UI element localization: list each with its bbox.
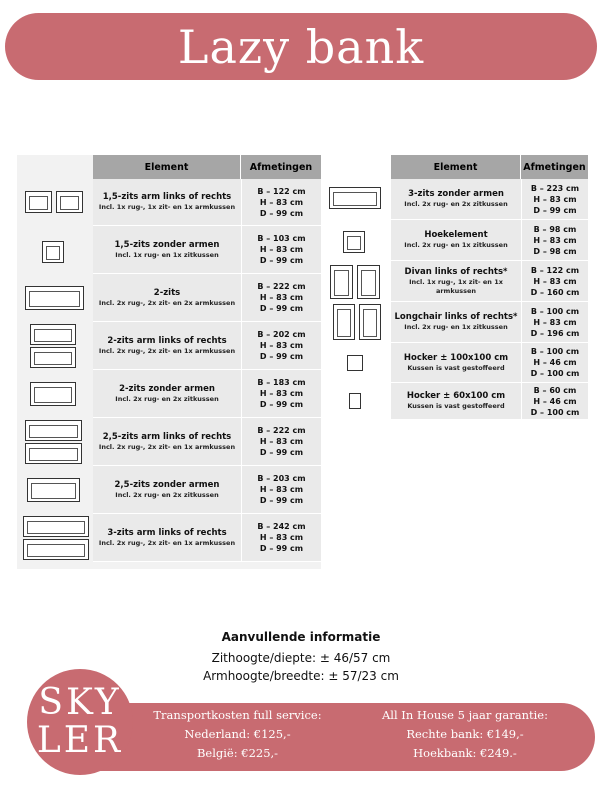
table-row — [17, 514, 321, 562]
table-row — [17, 179, 321, 226]
sofa-1-5-arm-icon — [17, 179, 93, 226]
dim-d: D – 160 cm — [530, 287, 580, 297]
page-title: Lazy bank — [177, 19, 425, 74]
element-name: 2,5-zits zonder armen — [114, 479, 220, 490]
element-name: 3-zits arm links of rechts — [107, 527, 227, 538]
sofa-2-arm-icon — [17, 322, 93, 370]
element-sub: Incl. 2x rug- en 1x zitkussen — [404, 323, 508, 331]
table-row — [17, 226, 321, 274]
table-row — [17, 418, 321, 466]
sofa-2-5-arm-icon — [17, 418, 93, 466]
table-row — [17, 466, 321, 514]
dim-d: D – 99 cm — [259, 304, 304, 313]
table-row — [325, 179, 588, 220]
element-sub: Kussen is vast gestoffeerd — [407, 363, 505, 372]
divan-icon — [325, 261, 391, 302]
element-sub: Incl. 2x rug-, 2x zit- en 1x armkussen — [98, 346, 236, 355]
dim-d: D – 100 cm — [530, 407, 580, 417]
warranty-straight: Rechte bank: €149,- — [406, 727, 524, 741]
right-dimensions-table — [325, 155, 588, 420]
element-name: 3-zits zonder armen — [408, 189, 504, 199]
dim-b: B – 222 cm — [257, 282, 306, 291]
dim-d: D – 99 cm — [259, 208, 304, 218]
hocker-60-icon — [325, 383, 391, 420]
longchair-icon — [325, 302, 391, 343]
dim-h: H – 46 cm — [533, 358, 577, 367]
element-sub: Incl. 2x rug- en 1x zitkussen — [404, 241, 508, 249]
dim-b: B – 100 cm — [530, 347, 580, 356]
dim-d: D – 100 cm — [530, 369, 580, 378]
warranty-heading: All In House 5 jaar garantie: — [381, 708, 548, 722]
dim-b: B – 60 cm — [533, 385, 577, 395]
sofa-3-arm-icon — [17, 514, 93, 562]
dim-b: B – 122 cm — [530, 265, 580, 275]
transport-nl: Nederland: €125,- — [184, 727, 291, 741]
dim-h: H – 83 cm — [533, 235, 577, 245]
dim-h: H – 83 cm — [259, 485, 304, 494]
element-name: 2-zits — [153, 287, 181, 298]
logo-line-1: SKY — [38, 682, 122, 723]
table-row — [17, 370, 321, 418]
info-seat-height: Zithoogte/diepte: ± 46/57 cm — [211, 651, 391, 665]
element-name: 1,5-zits arm links of rechts — [102, 192, 232, 202]
logo-line-2: LER — [36, 720, 124, 761]
dim-d: D – 99 cm — [259, 448, 304, 457]
dim-h: H – 83 cm — [259, 533, 304, 542]
element-name: Hocker ± 60x100 cm — [406, 391, 506, 401]
sofa-2-icon — [17, 274, 93, 322]
dim-h: H – 83 cm — [533, 194, 577, 204]
info-title: Aanvullende informatie — [221, 630, 381, 644]
dim-d: D – 196 cm — [530, 328, 580, 338]
hocker-100-icon — [325, 343, 391, 383]
element-name: 2-zits arm links of rechts — [107, 335, 227, 346]
dim-d: D – 99 cm — [533, 205, 577, 215]
dim-b: B – 202 cm — [257, 330, 306, 339]
dim-b: B – 183 cm — [257, 378, 306, 387]
table-row — [325, 302, 588, 343]
table-row — [17, 274, 321, 322]
left-table-header — [93, 155, 321, 179]
dim-b: B – 222 cm — [257, 426, 306, 435]
sofa-3-no-arm-icon — [325, 179, 391, 220]
table-row — [325, 383, 588, 420]
table-row — [325, 261, 588, 302]
dim-b: B – 122 cm — [257, 186, 306, 196]
element-name: Hoekelement — [424, 230, 488, 240]
element-name: 2-zits zonder armen — [119, 383, 215, 394]
dim-b: B – 103 cm — [257, 234, 306, 243]
title-banner — [5, 13, 597, 80]
skyler-logo — [27, 669, 133, 775]
info-arm-height: Armhoogte/breedte: ± 57/23 cm — [203, 669, 399, 683]
warranty-info — [370, 706, 560, 763]
sofa-2-5-no-arm-icon — [17, 466, 93, 514]
dim-h: H – 83 cm — [259, 341, 304, 350]
element-sub: Incl. 2x rug-, 2x zit- en 2x armkussen — [98, 298, 236, 307]
transport-be: België: €225,- — [196, 746, 279, 760]
element-sub: Incl. 2x rug-, 2x zit- en 1x armkussen — [98, 538, 236, 547]
transport-heading: Transportkosten full service: — [153, 708, 322, 722]
dim-h: H – 83 cm — [259, 245, 304, 254]
dim-d: D – 99 cm — [259, 256, 304, 265]
transport-costs — [150, 706, 325, 763]
element-name: 1,5-zits zonder armen — [114, 239, 220, 250]
element-sub: Incl. 2x rug- en 2x zitkussen — [404, 200, 508, 208]
dim-b: B – 98 cm — [533, 224, 577, 234]
header-afmetingen: Afmetingen — [241, 155, 321, 179]
dim-d: D – 99 cm — [259, 352, 304, 361]
element-name: 2,5-zits arm links of rechts — [102, 431, 232, 442]
left-dimensions-table — [17, 155, 321, 569]
dim-h: H – 83 cm — [259, 197, 304, 207]
element-sub: Incl. 2x rug-, 2x zit- en 1x armkussen — [98, 442, 236, 451]
element-name: Divan links of rechts* — [404, 266, 508, 277]
corner-element-icon — [325, 220, 391, 261]
dim-h: H – 83 cm — [259, 437, 304, 446]
header-afmetingen: Afmetingen — [521, 155, 588, 179]
element-name: Hocker ± 100x100 cm — [403, 352, 509, 363]
dim-b: B – 100 cm — [530, 306, 580, 316]
element-sub: Incl. 1x rug-, 1x zit- en 1x armkussen — [98, 203, 236, 211]
dim-d: D – 99 cm — [259, 544, 304, 553]
element-sub: Incl. 2x rug- en 2x zitkussen — [115, 490, 219, 499]
header-element: Element — [93, 155, 241, 179]
dim-b: B – 223 cm — [530, 183, 580, 193]
dim-h: H – 83 cm — [259, 293, 304, 302]
dim-h: H – 83 cm — [259, 389, 304, 398]
dim-b: B – 203 cm — [257, 474, 306, 483]
sofa-2-no-arm-icon — [17, 370, 93, 418]
element-sub: Kussen is vast gestoffeerd — [407, 402, 505, 410]
table-row — [325, 220, 588, 261]
sofa-1-5-no-arm-icon — [17, 226, 93, 274]
dim-d: D – 98 cm — [533, 246, 577, 256]
header-element: Element — [391, 155, 521, 179]
element-sub: Incl. 1x rug-, 1x zit- en 1x armkussen — [409, 277, 503, 295]
dim-h: H – 46 cm — [533, 396, 577, 406]
element-sub: Incl. 2x rug- en 2x zitkussen — [115, 394, 219, 403]
dim-d: D – 99 cm — [259, 400, 304, 409]
element-sub: Incl. 1x rug- en 1x zitkussen — [115, 250, 219, 259]
dim-h: H – 83 cm — [533, 317, 577, 327]
table-row — [325, 343, 588, 383]
dim-h: H – 83 cm — [533, 276, 577, 286]
dim-d: D – 99 cm — [259, 496, 304, 505]
warranty-corner: Hoekbank: €249.- — [413, 746, 517, 760]
element-name: Longchair links of rechts* — [394, 312, 518, 322]
dim-b: B – 242 cm — [257, 522, 306, 531]
table-row — [17, 322, 321, 370]
right-table-header — [391, 155, 588, 179]
